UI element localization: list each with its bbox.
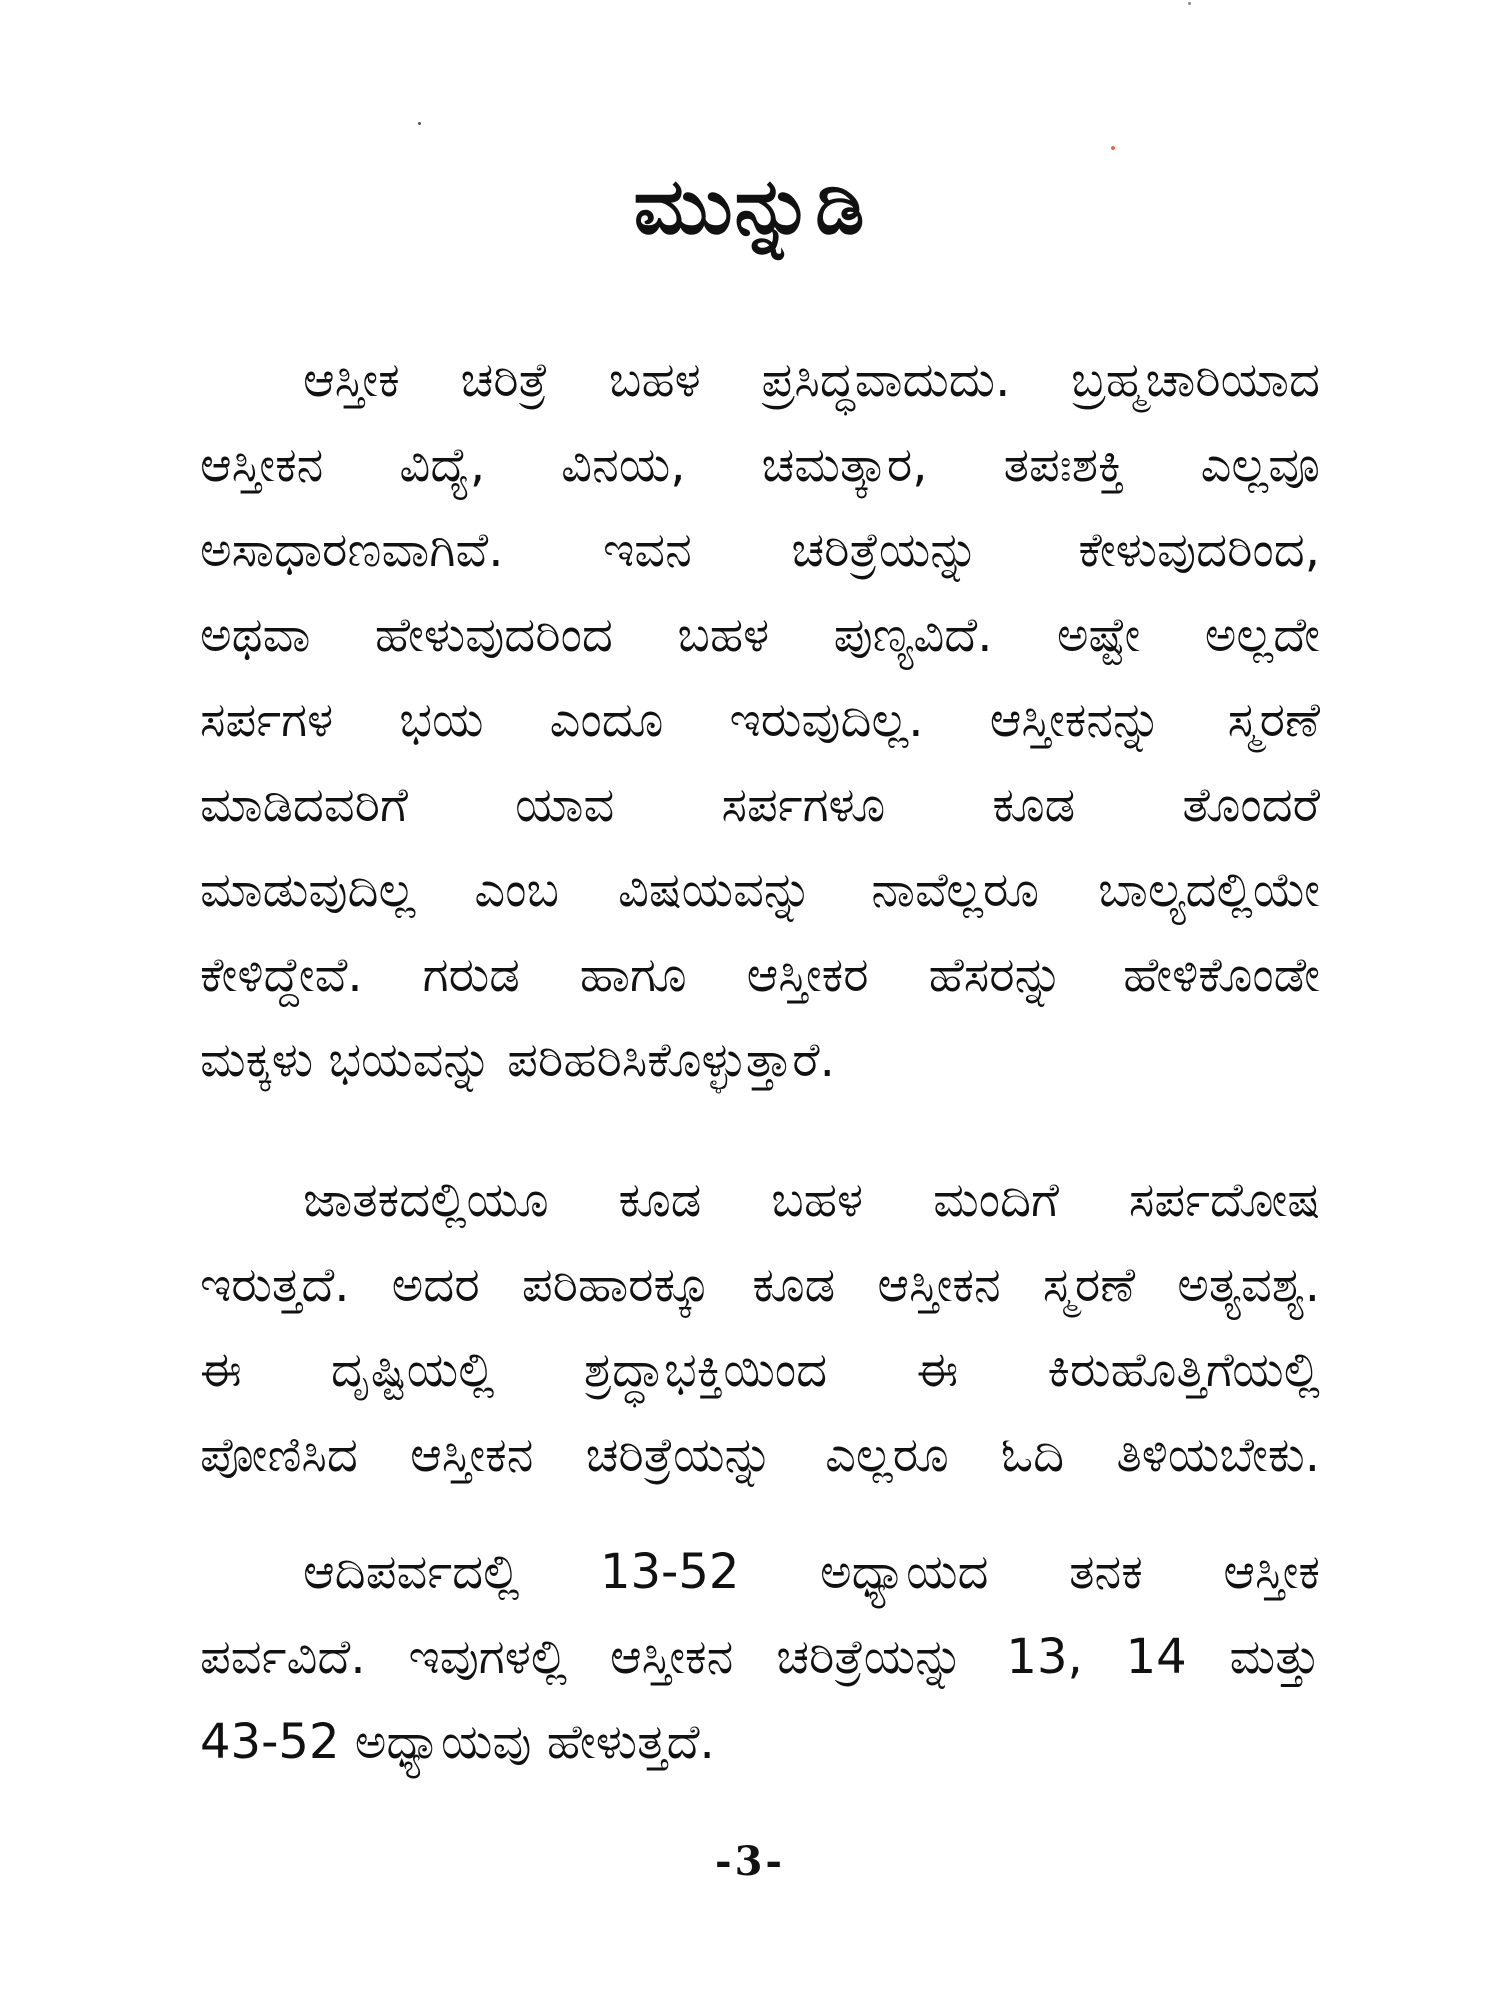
page-title: ಮುನ್ನುಡಿ <box>633 162 867 252</box>
text-line: ಪರ್ವವಿದೆ. ಇವುಗಳಲ್ಲಿ ಆಸ್ತೀಕನ ಚರಿತ್ರೆಯನ್ನು 13, 14 ಮತ್ತು <box>200 1629 1320 1685</box>
text-line: ಇರುತ್ತದೆ. ಅದರ ಪರಿಹಾರಕ್ಕೂ ಕೂಡ ಆಸ್ತೀಕನ ಸ್ಮರಣೆ ಅತ್ಯವಶ್ಯ. <box>200 1257 1320 1313</box>
text-line: ಅಸಾಧಾರಣವಾಗಿವೆ. ಇವನ ಚರಿತ್ರೆಯನ್ನು ಕೇಳುವುದರಿಂದ, <box>200 522 1320 578</box>
print-speck <box>418 122 421 125</box>
text-line: ಜಾತಕದಲ್ಲಿಯೂ ಕೂಡ ಬಹಳ ಮಂದಿಗೆ ಸರ್ಪದೋಷ <box>303 1172 1320 1228</box>
print-speck <box>1188 2 1191 5</box>
text-line: ಅಥವಾ ಹೇಳುವುದರಿಂದ ಬಹಳ ಪುಣ್ಯವಿದೆ. ಅಷ್ಟೇ ಅಲ್ಲದೇ <box>200 607 1320 663</box>
paragraph-3 <box>200 1530 1320 1785</box>
text-line: ಮಕ್ಕಳು ಭಯವನ್ನು ಪರಿಹರಿಸಿಕೊಳ್ಳುತ್ತಾರೆ. <box>200 1032 835 1088</box>
text-line: ಆದಿಪರ್ವದಲ್ಲಿ 13-52 ಅಧ್ಯಾಯದ ತನಕ ಆಸ್ತೀಕ <box>303 1544 1320 1600</box>
text-line: 43-52 ಅಧ್ಯಾಯವು ಹೇಳುತ್ತದೆ. <box>200 1714 715 1770</box>
text-line: ಪೋಣಿಸಿದ ಆಸ್ತೀಕನ ಚರಿತ್ರೆಯನ್ನು ಎಲ್ಲರೂ ಓದಿ ತಿಳಿಯಬೇಕು. <box>200 1427 1320 1483</box>
paragraph-1 <box>200 338 1320 1103</box>
page-number: -3- <box>714 1838 786 1885</box>
text-line: ಮಾಡುವುದಿಲ್ಲ ಎಂಬ ವಿಷಯವನ್ನು ನಾವೆಲ್ಲರೂ ಬಾಲ್ಯದಲ್ಲಿಯೇ <box>200 862 1320 918</box>
text-line: ಆಸ್ತೀಕ ಚರಿತ್ರೆ ಬಹಳ ಪ್ರಸಿದ್ಧವಾದುದು. ಬ್ರಹ್ಮಚಾರಿಯಾದ <box>303 352 1320 408</box>
text-line: ಈ ದೃಷ್ಟಿಯಲ್ಲಿ ಶ್ರದ್ಧಾಭಕ್ತಿಯಿಂದ ಈ ಕಿರುಹೊತ್ತಿಗೆಯಲ್ಲಿ <box>200 1342 1320 1398</box>
text-line: ಕೇಳಿದ್ದೇವೆ. ಗರುಡ ಹಾಗೂ ಆಸ್ತೀಕರ ಹೆಸರನ್ನು ಹೇಳಿಕೊಂಡೇ <box>200 947 1320 1003</box>
paragraph-2 <box>200 1158 1320 1498</box>
text-line: ಆಸ್ತೀಕನ ವಿದ್ಯೆ, ವಿನಯ, ಚಮತ್ಕಾರ, ತಪಃಶಕ್ತಿ ಎಲ್ಲವೂ <box>200 437 1320 493</box>
text-line: ಸರ್ಪಗಳ ಭಯ ಎಂದೂ ಇರುವುದಿಲ್ಲ. ಆಸ್ತೀಕನನ್ನು ಸ್ಮರಣೆ <box>200 692 1320 748</box>
text-line: ಮಾಡಿದವರಿಗೆ ಯಾವ ಸರ್ಪಗಳೂ ಕೂಡ ತೊಂದರೆ <box>200 777 1320 833</box>
print-speck <box>1111 146 1115 150</box>
